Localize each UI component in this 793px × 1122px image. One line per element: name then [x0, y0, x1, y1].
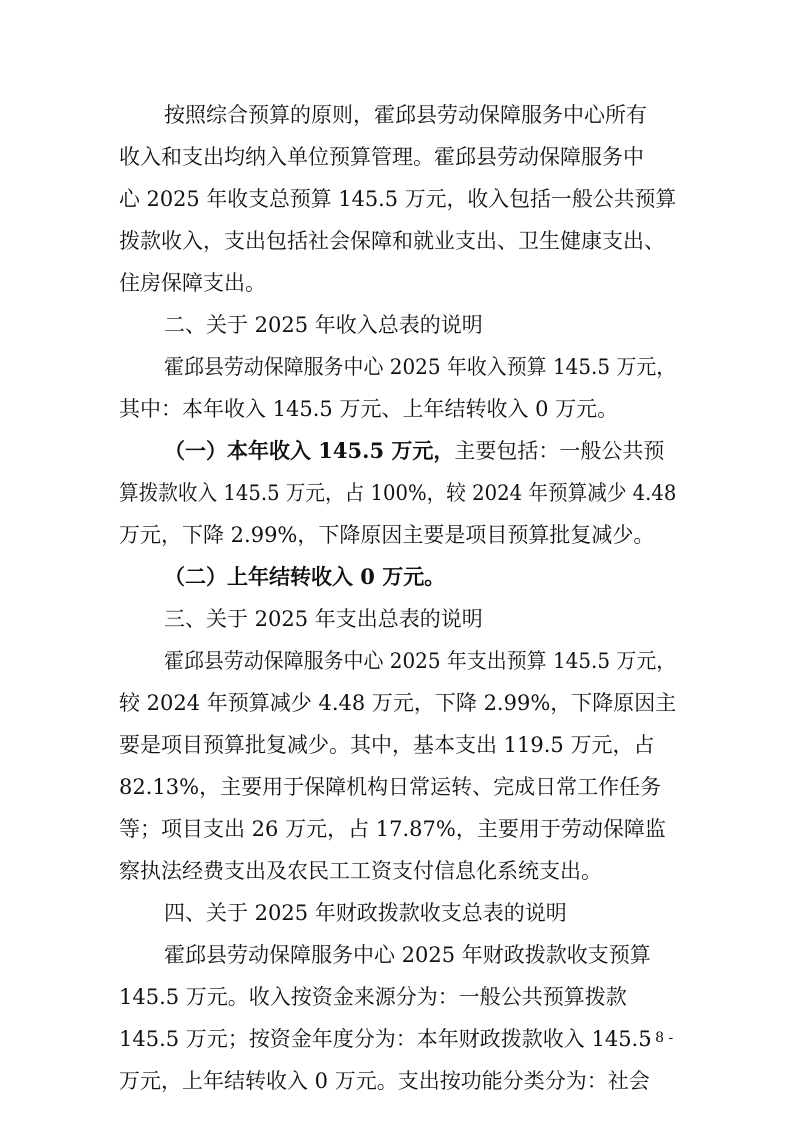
- body-line-10: 算拨款收入 145.5 万元，占 100%，较 2024 年预算减少 4.48: [119, 481, 677, 505]
- subsection-carryover-income: （二）上年结转收入 0 万元。: [164, 564, 446, 589]
- section-heading-income-summary: 二、关于 2025 年收入总表的说明: [164, 313, 483, 337]
- body-line-16: 要是项目预算批复减少。其中，基本支出 119.5 万元，占: [119, 733, 655, 757]
- body-line-11: 万元，下降 2.99%，下降原因主要是项目预算批复减少。: [119, 523, 655, 547]
- subsection-bold-heading: （一）本年收入 145.5 万元，: [164, 438, 455, 463]
- body-line-8: 其中：本年收入 145.5 万元、上年结转收入 0 万元。: [119, 397, 619, 421]
- body-line-23: 145.5 万元；按资金年度分为：本年财政拨款收入 145.5: [119, 1027, 652, 1051]
- body-line-14: 霍邱县劳动保障服务中心 2025 年支出预算 145.5 万元，: [164, 649, 677, 673]
- subsection-rest-text: 主要包括：一般公共预: [454, 439, 665, 463]
- section-heading-fiscal-appropriation: 四、关于 2025 年财政拨款收支总表的说明: [164, 901, 567, 925]
- body-line-1: 按照综合预算的原则，霍邱县劳动保障服务中心所有: [164, 103, 647, 127]
- body-line-17: 82.13%，主要用于保障机构日常运转、完成日常工作任务: [119, 775, 662, 799]
- body-line-3: 心 2025 年收支总预算 145.5 万元，收入包括一般公共预算: [119, 187, 677, 211]
- body-line-22: 145.5 万元。收入按资金来源分为：一般公共预算拨款: [119, 985, 627, 1009]
- body-line-24: 万元，上年结转收入 0 万元。支出按功能分类分为：社会: [119, 1069, 650, 1093]
- page-number: - 8 -: [646, 1030, 674, 1046]
- body-line-7: 霍邱县劳动保障服务中心 2025 年收入预算 145.5 万元，: [164, 355, 677, 379]
- body-line-18: 等；项目支出 26 万元，占 17.87%，主要用于劳动保障监: [119, 817, 666, 841]
- body-line-5: 住房保障支出。: [119, 271, 266, 295]
- body-line-19: 察执法经费支出及农民工工资支付信息化系统支出。: [119, 859, 602, 883]
- section-heading-expenditure-summary: 三、关于 2025 年支出总表的说明: [164, 607, 483, 631]
- body-line-2: 收入和支出均纳入单位预算管理。霍邱县劳动保障服务中: [119, 145, 644, 169]
- subsection-current-year-income: [164, 439, 664, 463]
- body-line-21: 霍邱县劳动保障服务中心 2025 年财政拨款收支预算: [164, 943, 651, 967]
- body-line-4: 拨款收入，支出包括社会保障和就业支出、卫生健康支出、: [119, 229, 665, 253]
- body-line-15: 较 2024 年预算减少 4.48 万元，下降 2.99%，下降原因主: [119, 691, 677, 715]
